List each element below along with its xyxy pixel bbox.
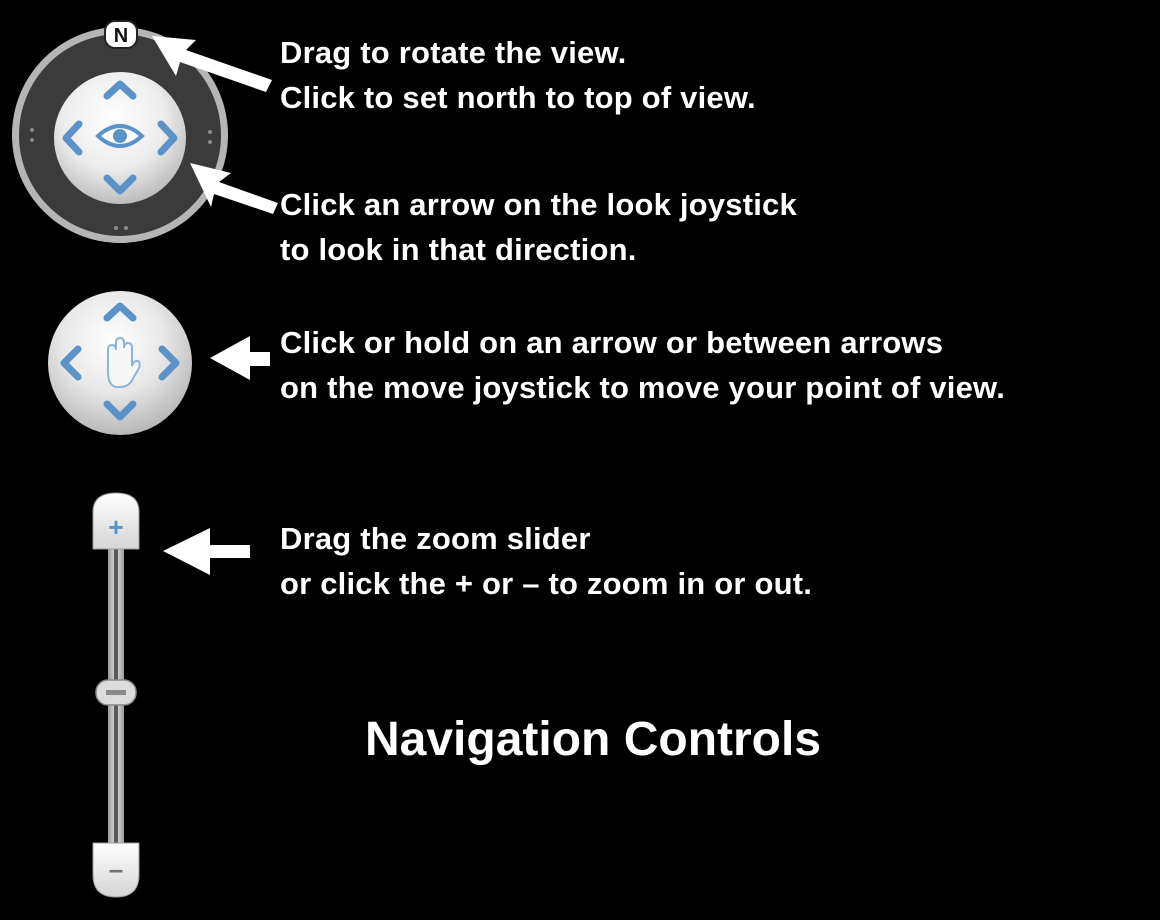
zoom-slider-handle[interactable] xyxy=(96,680,136,705)
callout-zoom-line1: Drag the zoom slider xyxy=(280,521,591,556)
zoom-in-label: + xyxy=(108,512,124,542)
move-joystick[interactable] xyxy=(48,291,192,435)
callout-look-line1: Click an arrow on the look joystick xyxy=(280,187,797,222)
callout-move-line2: on the move joystick to move your point of view. xyxy=(280,370,1006,405)
look-joystick[interactable] xyxy=(54,72,186,204)
zoom-out-button[interactable] xyxy=(93,843,139,897)
callout-look-line2: to look in that direction. xyxy=(280,232,637,267)
zoom-in-button[interactable] xyxy=(93,493,139,549)
callout-arrow-move-icon xyxy=(210,336,270,380)
callout-move-line1: Click or hold on an arrow or between arrows xyxy=(280,325,944,360)
zoom-out-label: – xyxy=(108,854,124,884)
callout-arrow-zoom-icon xyxy=(163,528,250,575)
callout-rotate-line2: Click to set north to top of view. xyxy=(280,80,756,115)
page-title: Navigation Controls xyxy=(365,713,822,766)
eye-icon xyxy=(98,126,142,146)
north-button[interactable] xyxy=(105,21,137,48)
north-label: N xyxy=(113,25,129,47)
callout-zoom xyxy=(280,516,812,606)
callout-rotate-line1: Drag to rotate the view. xyxy=(280,35,627,70)
callout-zoom-line2: or click the + or – to zoom in or out. xyxy=(280,566,813,601)
callout-move xyxy=(280,320,1005,410)
callout-arrow-look-icon xyxy=(190,163,278,214)
callout-look xyxy=(280,182,797,272)
callout-rotate xyxy=(280,30,756,120)
